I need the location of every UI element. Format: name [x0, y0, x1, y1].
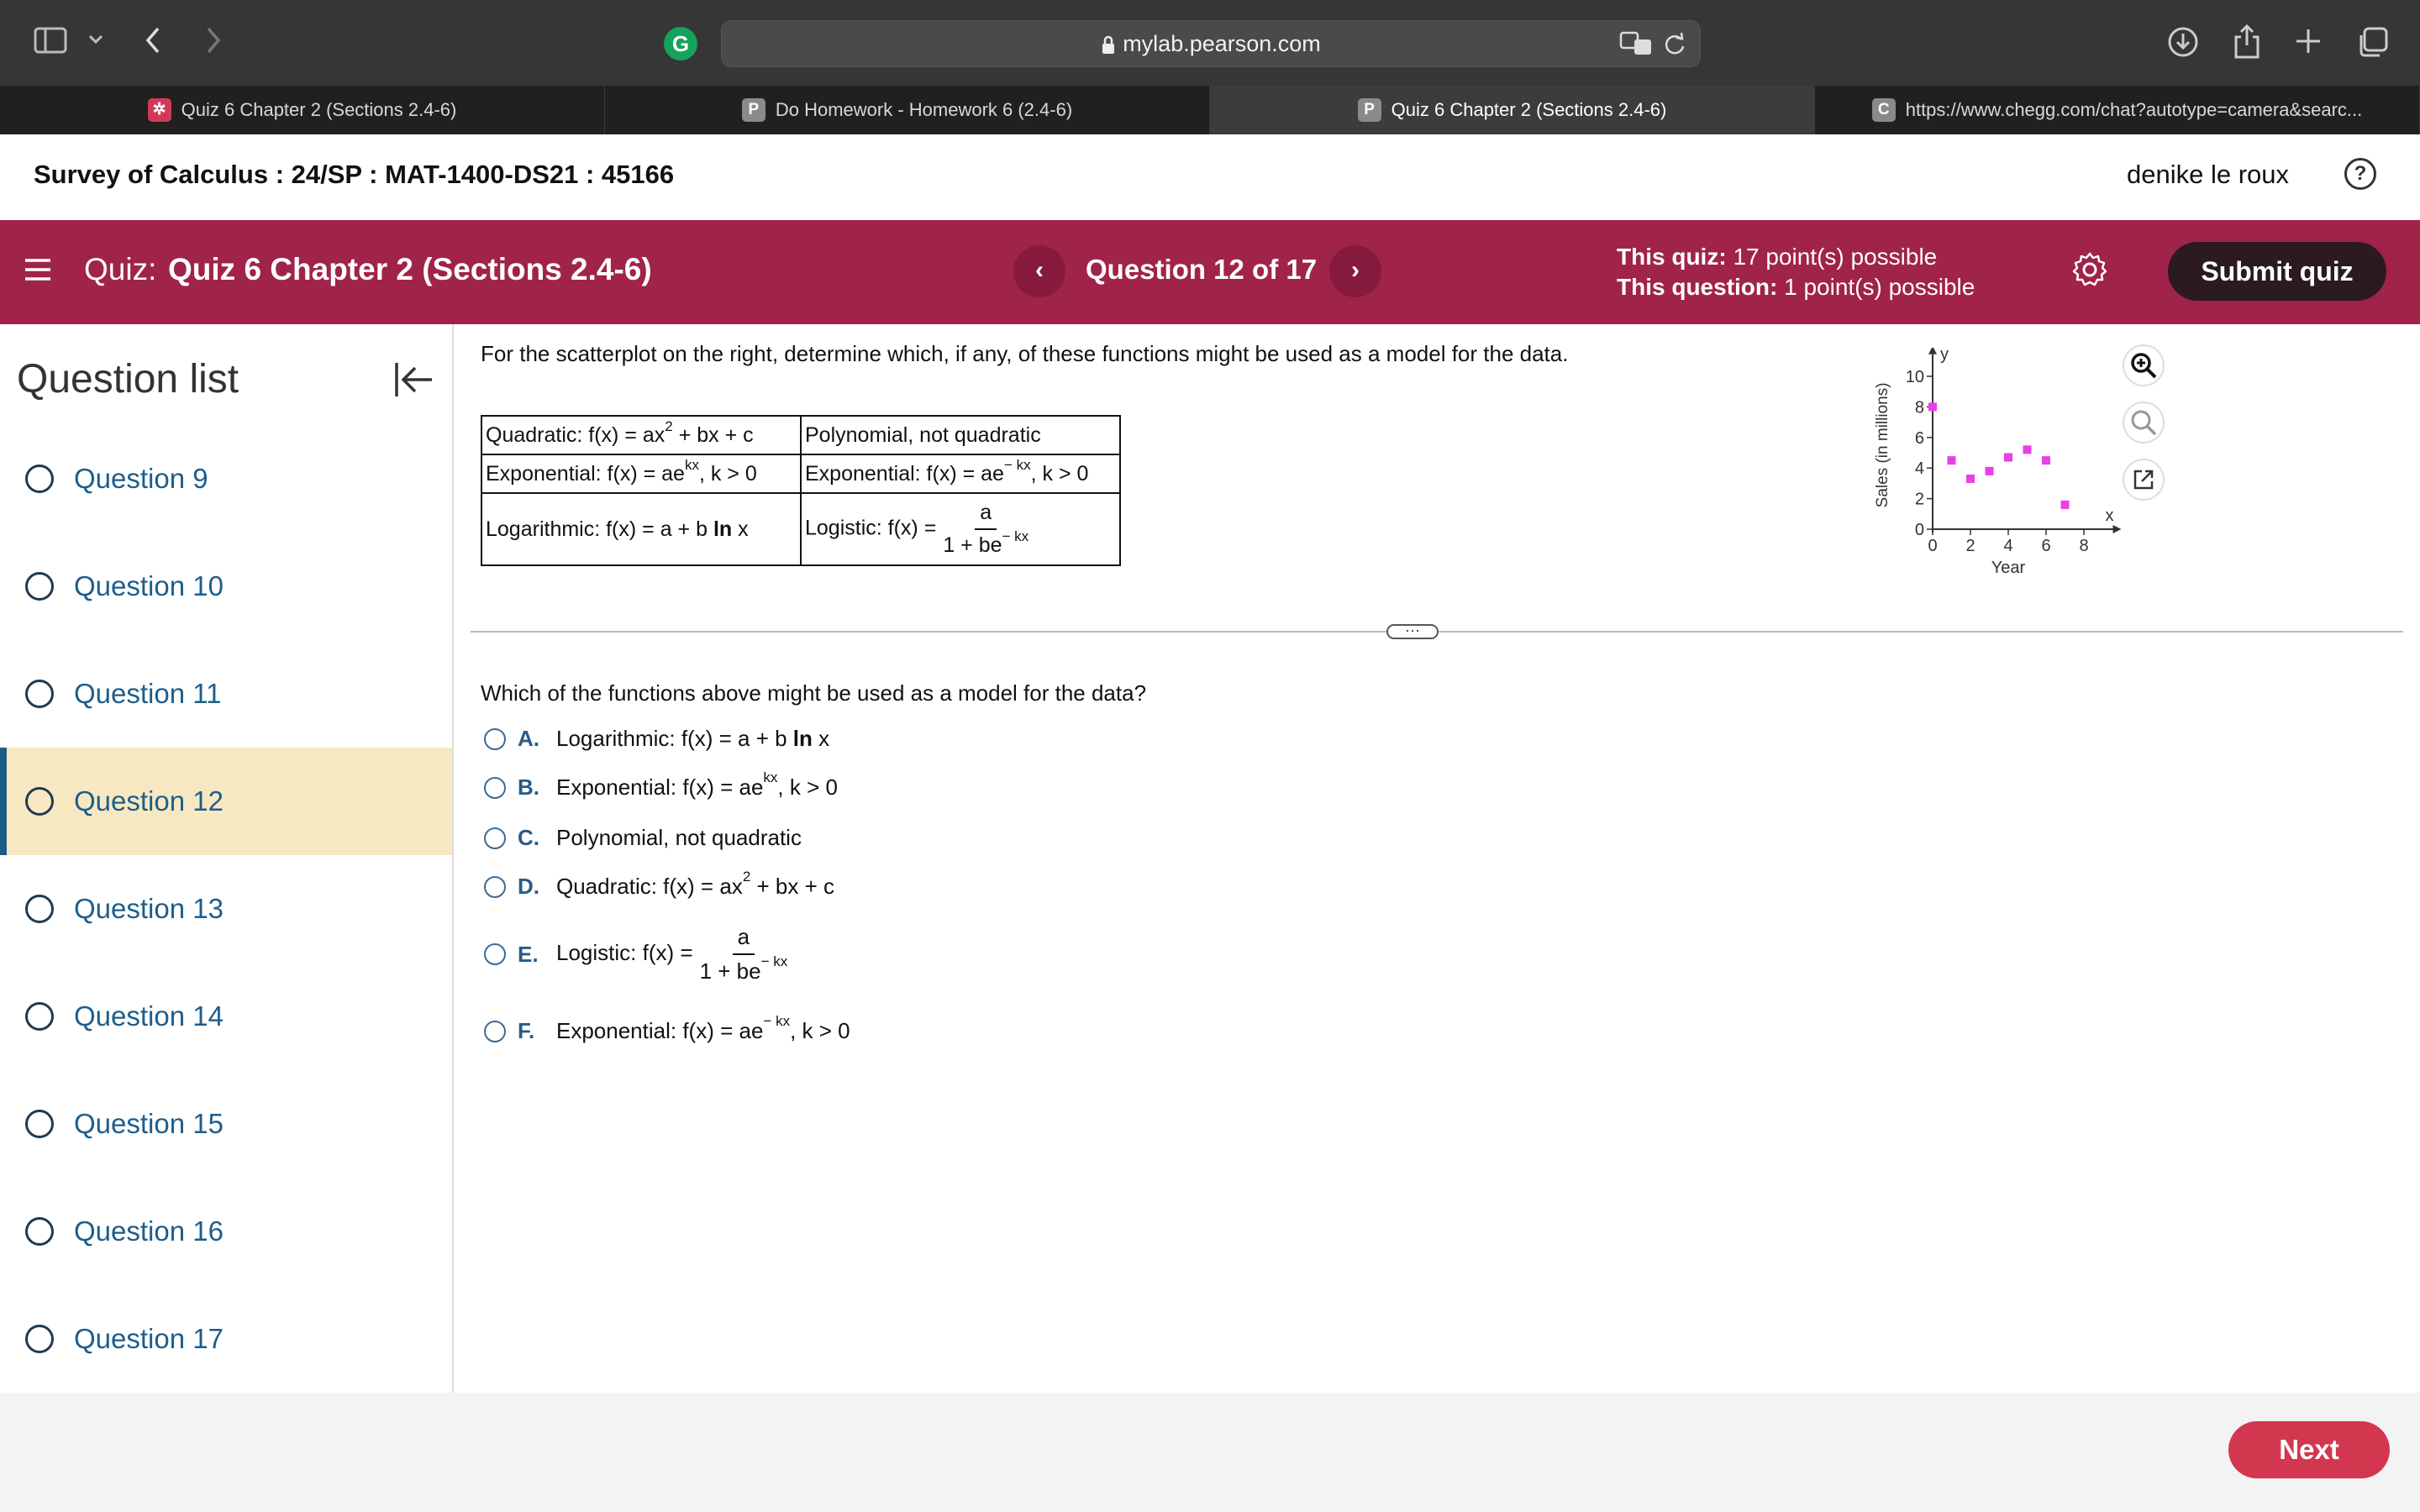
radio-a[interactable]: [484, 728, 506, 750]
grammarly-icon[interactable]: G: [664, 27, 697, 60]
tab-quiz-6-active[interactable]: [1210, 86, 1815, 134]
question-counter: Question 12 of 17: [1086, 254, 1318, 285]
status-circle-icon: [25, 1002, 54, 1031]
y-tick-label: 6: [1914, 428, 1924, 448]
points-info: [1617, 242, 1975, 302]
option-letter: D.: [518, 874, 539, 899]
question-label: Question 16: [74, 1215, 224, 1247]
data-point: [2042, 456, 2050, 465]
pearson-favicon-icon: P: [742, 98, 765, 122]
y-tick-label: 2: [1914, 490, 1924, 509]
cell-exponential-growth: Exponential: $f(x) = ae^{kx}$, k > 0: [481, 454, 801, 493]
share-icon[interactable]: [2232, 24, 2262, 59]
submit-quiz-button[interactable]: Submit quiz: [2168, 242, 2386, 301]
quiz-points-label: This quiz:: [1617, 244, 1727, 270]
status-circle-icon: [25, 1325, 54, 1353]
radio-b[interactable]: [484, 777, 506, 799]
option-text: Exponential: $f(x) = ae^{kx}$, k > 0: [556, 769, 838, 800]
status-circle-icon: [25, 1110, 54, 1138]
y-tick-label: 0: [1914, 521, 1924, 539]
option-letter: F.: [518, 1018, 535, 1043]
reload-icon[interactable]: [1663, 33, 1686, 56]
url-text: [722, 31, 1700, 57]
option-letter: A.: [518, 726, 539, 751]
question-list-sidebar: [0, 324, 454, 1393]
option-e[interactable]: [484, 924, 787, 984]
pearson-favicon-icon: P: [1358, 98, 1381, 122]
data-point: [1986, 467, 1994, 475]
data-point: [1928, 402, 1937, 411]
question-label: Question 11: [74, 678, 222, 709]
zoom-out-icon[interactable]: [2124, 403, 2163, 442]
tab-do-homework[interactable]: [605, 86, 1210, 134]
footer: [0, 1393, 2420, 1512]
tab-label: Quiz 6 Chapter 2 (Sections 2.4-6): [1391, 99, 1667, 120]
option-c[interactable]: [484, 825, 802, 851]
data-point: [1966, 475, 1975, 483]
question-item-16[interactable]: [0, 1178, 452, 1285]
option-text: Quadratic: $f(x) = ax^2$ + bx + c: [556, 869, 835, 899]
question-points-label: This question:: [1617, 274, 1778, 300]
status-circle-icon: [25, 680, 54, 708]
question-item-9[interactable]: [0, 425, 452, 533]
scatterplot-svg: [1869, 348, 2138, 583]
quiz-label: Quiz:: [84, 252, 157, 286]
address-bar[interactable]: [721, 20, 1701, 67]
sidebar-toggle-icon[interactable]: [34, 25, 67, 55]
back-icon[interactable]: [143, 25, 163, 55]
browser-toolbar: [0, 0, 2420, 86]
course-title: Survey of Calculus : 24/SP : MAT-1400-DS21 : 45166: [34, 160, 675, 189]
quiz-name: Quiz 6 Chapter 2 (Sections 2.4-6): [168, 252, 652, 286]
next-button[interactable]: Next: [2228, 1421, 2390, 1478]
question-label: Question 9: [74, 463, 208, 494]
option-text: Polynomial, not quadratic: [556, 825, 802, 850]
y-axis-label: Sales (in millions): [1874, 382, 1891, 508]
status-circle-icon: [25, 787, 54, 816]
url: mylab.pearson.com: [1123, 31, 1321, 56]
tab-quiz-6[interactable]: [0, 86, 605, 134]
y-tick-label: 8: [1914, 398, 1924, 417]
question-item-15[interactable]: [0, 1070, 452, 1178]
quiz-favicon-icon: ✲: [148, 98, 171, 122]
option-letter: E.: [518, 941, 539, 967]
question-label: Question 10: [74, 570, 224, 601]
radio-d[interactable]: [484, 876, 506, 898]
functions-table: [481, 415, 1121, 566]
y-tick-label: 4: [1914, 459, 1924, 479]
option-a[interactable]: [484, 726, 829, 752]
radio-c[interactable]: [484, 827, 506, 849]
data-point: [2004, 453, 2012, 461]
question-item-14[interactable]: [0, 963, 452, 1070]
cell-logarithmic: Logarithmic: f(x) = a + b ln x: [481, 493, 801, 565]
scatterplot: [1869, 348, 2138, 583]
option-d[interactable]: [484, 869, 835, 900]
quiz-bar: [0, 220, 2420, 324]
option-text: Logistic: f(x) = $\frac{a}{1 + be^{- kx}}$: [556, 924, 788, 984]
data-point: [2061, 501, 2070, 509]
cell-logistic: Logistic: f(x) = $\frac{a}{1 + be^{- kx}}$: [801, 493, 1120, 565]
question-label: Question 12: [74, 785, 224, 816]
previous-question-button[interactable]: ‹: [1013, 245, 1065, 297]
y-tick-label: 10: [1905, 368, 1924, 386]
option-b[interactable]: [484, 769, 838, 801]
option-letter: B.: [518, 774, 539, 800]
question-list-title: Question list: [17, 357, 239, 402]
x-tick-label: 8: [2079, 537, 2089, 555]
x-axis-letter: x: [2105, 507, 2114, 525]
forward-icon[interactable]: [203, 25, 224, 55]
divider-handle[interactable]: ···: [1386, 624, 1439, 639]
chegg-favicon-icon: C: [1872, 98, 1896, 122]
tab-label: Do Homework - Homework 6 (2.4-6): [775, 99, 1073, 120]
question-points: 1 point(s) possible: [1784, 274, 1975, 300]
x-axis-label: Year: [1991, 559, 2026, 577]
question-label: Question 15: [74, 1108, 224, 1139]
question-prompt: For the scatterplot on the right, determine which, if any, of these functions might be used as a model for the data.: [481, 341, 1569, 366]
question-label: Question 13: [74, 893, 224, 924]
x-axis-arrow: [2113, 525, 2122, 533]
data-point: [2023, 445, 2032, 454]
user-name[interactable]: denike le roux: [2126, 160, 2289, 189]
chevron-down-icon[interactable]: [87, 34, 104, 45]
question-item-13[interactable]: [0, 855, 452, 963]
x-tick-label: 0: [1928, 537, 1938, 555]
question-item-11[interactable]: [0, 640, 452, 748]
option-text: Exponential: $f(x) = ae^{- kx}$, k > 0: [556, 1013, 850, 1043]
y-axis-letter: y: [1940, 348, 1949, 364]
zoom-in-icon[interactable]: [2124, 346, 2163, 385]
tab-overview-icon[interactable]: [2356, 25, 2390, 59]
x-tick-label: 4: [2003, 537, 2013, 555]
status-circle-icon: [25, 572, 54, 601]
status-circle-icon: [25, 465, 54, 493]
option-text: Logarithmic: f(x) = a + b ln x: [556, 726, 830, 751]
x-tick-label: 6: [2041, 537, 2051, 555]
next-question-button[interactable]: ›: [1329, 245, 1381, 297]
translate-icon[interactable]: [1619, 31, 1653, 56]
tab-chegg[interactable]: [1815, 86, 2420, 134]
cell-quadratic: Quadratic: $f(x) = ax^2$ + bx + c: [481, 416, 801, 454]
option-f[interactable]: [484, 1013, 850, 1044]
collapse-sidebar-icon[interactable]: [393, 360, 435, 400]
option-letter: C.: [518, 825, 539, 850]
new-tab-icon[interactable]: [2294, 27, 2323, 55]
menu-icon[interactable]: [24, 255, 52, 284]
gear-icon[interactable]: [2070, 250, 2109, 289]
status-circle-icon: [25, 1217, 54, 1246]
question-item-10[interactable]: [0, 533, 452, 640]
cell-exponential-decay: Exponential: $f(x) = ae^{- kx}$, k > 0: [801, 454, 1120, 493]
question-item-12[interactable]: [0, 748, 452, 855]
radio-e[interactable]: [484, 943, 506, 965]
lock-icon: [1101, 35, 1116, 55]
question-item-17[interactable]: [0, 1285, 452, 1393]
tab-label: Quiz 6 Chapter 2 (Sections 2.4-6): [181, 99, 457, 120]
quiz-points: 17 point(s) possible: [1733, 244, 1938, 270]
data-point: [1948, 456, 1956, 465]
radio-f[interactable]: [484, 1021, 506, 1042]
tab-bar: [0, 86, 2420, 134]
help-icon[interactable]: ?: [2344, 158, 2376, 190]
cell-polynomial: Polynomial, not quadratic: [801, 416, 1120, 454]
x-tick-label: 2: [1965, 537, 1975, 555]
download-icon[interactable]: [2166, 25, 2200, 59]
answer-question: Which of the functions above might be used as a model for the data?: [481, 680, 1147, 706]
open-external-icon[interactable]: [2124, 460, 2163, 499]
question-label: Question 14: [74, 1000, 224, 1032]
tab-label: https://www.chegg.com/chat?autotype=camera&searc...: [1905, 99, 2363, 120]
question-label: Question 17: [74, 1323, 224, 1354]
course-header: [0, 134, 2420, 220]
y-axis-arrow: [1928, 348, 1937, 354]
status-circle-icon: [25, 895, 54, 923]
